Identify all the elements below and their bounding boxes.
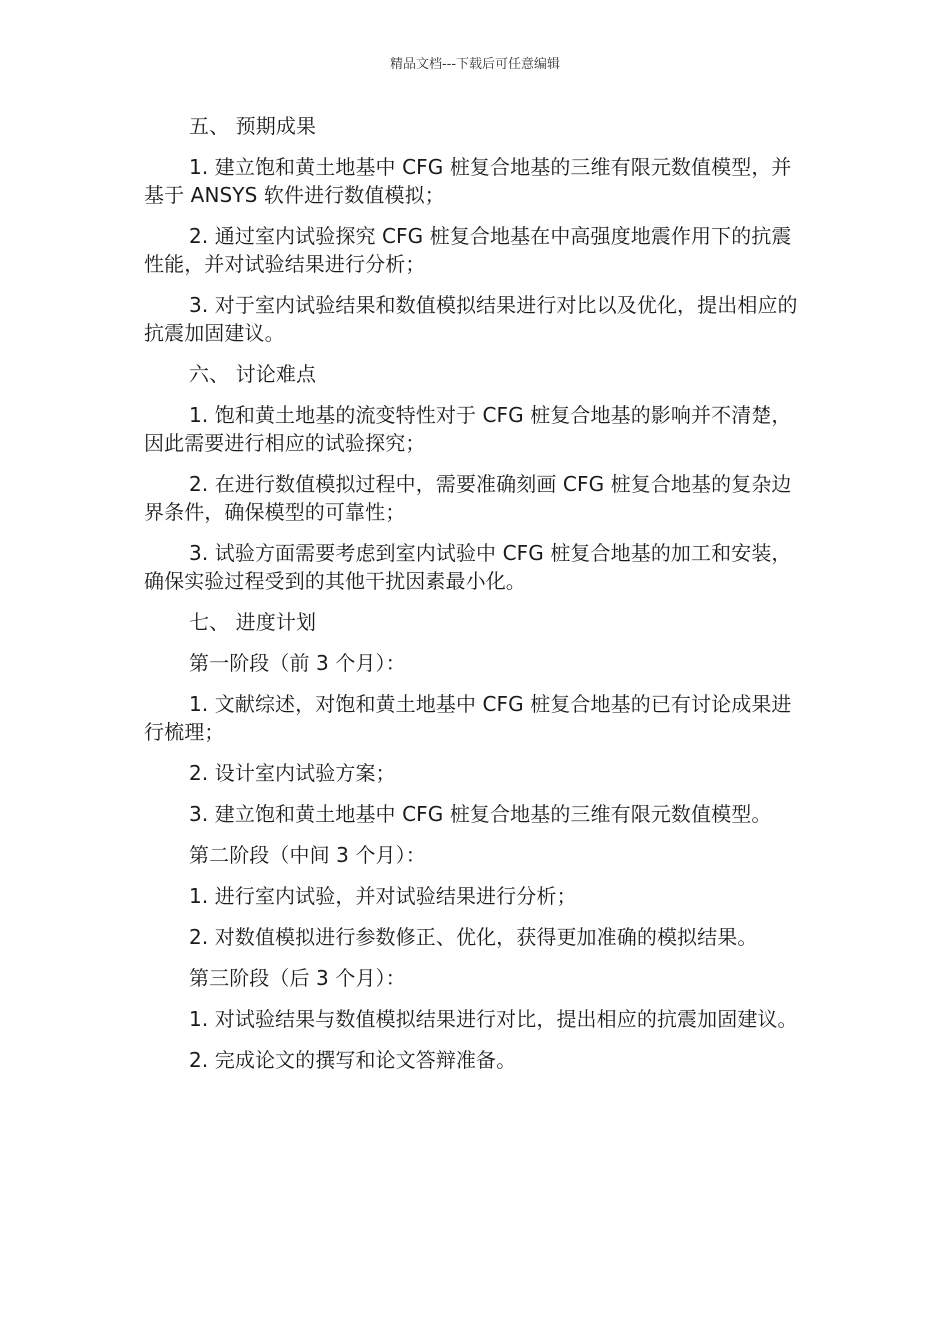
paragraph: 2. 完成论文的撰写和论文答辩准备。 bbox=[189, 1048, 517, 1072]
paragraph: 1. 进行室内试验，并对试验结果进行分析； bbox=[189, 884, 577, 908]
document-body bbox=[144, 112, 808, 1087]
paragraph: 1. 饱和黄土地基的流变特性对于 CFG 桩复合地基的影响并不清楚，因此需要进行相应的试验探究； bbox=[144, 403, 792, 455]
paragraph: 3. 对于室内试验结果和数值模拟结果进行对比以及优化，提出相应的抗震加固建议。 bbox=[144, 293, 798, 345]
paragraph: 2. 在进行数值模拟过程中，需要准确刻画 CFG 桩复合地基的复杂边界条件，确保模型的可靠性； bbox=[144, 472, 792, 524]
paragraph: 1. 对试验结果与数值模拟结果进行对比，提出相应的抗震加固建议。 bbox=[189, 1007, 798, 1031]
section-heading-expected-results: 五、 预期成果 bbox=[189, 114, 317, 138]
paragraph: 3. 试验方面需要考虑到室内试验中 CFG 桩复合地基的加工和安装，确保实验过程受到的其他干扰因素最小化。 bbox=[144, 541, 792, 593]
section-heading-difficulties: 六、 讨论难点 bbox=[189, 362, 317, 386]
paragraph: 3. 建立饱和黄土地基中 CFG 桩复合地基的三维有限元数值模型。 bbox=[189, 802, 772, 826]
phase-heading: 第二阶段（中间 3 个月）： bbox=[189, 843, 426, 867]
paragraph: 1. 文献综述，对饱和黄土地基中 CFG 桩复合地基的已有讨论成果进行梳理； bbox=[144, 692, 792, 744]
paragraph: 2. 通过室内试验探究 CFG 桩复合地基在中高强度地震作用下的抗震性能，并对试验结果进行分析； bbox=[144, 224, 792, 276]
page-header: 精品文档---下载后可任意编辑 bbox=[389, 57, 561, 72]
paragraph: 1. 建立饱和黄土地基中 CFG 桩复合地基的三维有限元数值模型，并基于 ANSYS 软件进行数值模拟； bbox=[144, 155, 792, 207]
paragraph: 2. 对数值模拟进行参数修正、优化，获得更加准确的模拟结果。 bbox=[189, 925, 758, 949]
paragraph: 2. 设计室内试验方案； bbox=[189, 761, 396, 785]
phase-heading: 第三阶段（后 3 个月）： bbox=[189, 966, 406, 990]
phase-heading: 第一阶段（前 3 个月）： bbox=[189, 651, 406, 675]
section-heading-schedule: 七、 进度计划 bbox=[189, 610, 317, 634]
